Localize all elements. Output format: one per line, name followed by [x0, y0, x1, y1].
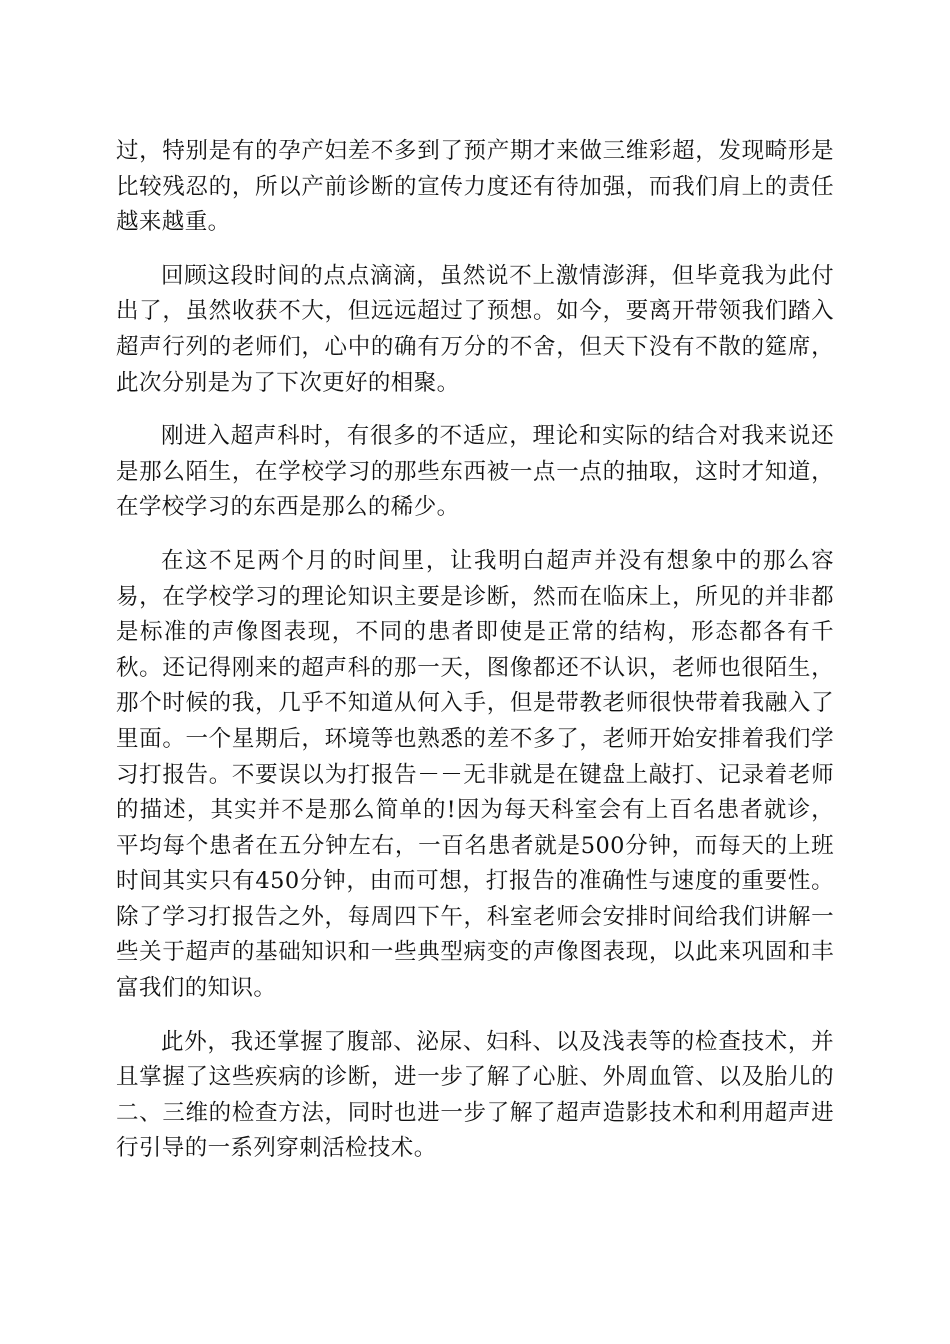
- paragraph-skills: 此外，我还掌握了腹部、泌尿、妇科、以及浅表等的检查技术，并且掌握了这些疾病的诊断，进一步了解了心脏、外周血管、以及胎儿的二、三维的检查方法，同时也进一步了解了超声造影技术和利用超声进行引导的一系列穿刺活检技术。: [116, 1028, 834, 1162]
- paragraph-review: 回顾这段时间的点点滴滴，虽然说不上激情澎湃，但毕竟我为此付出了，虽然收获不大，但远远超过了预想。如今，要离开带领我们踏入超声行列的老师们，心中的确有万分的不舍，但天下没有不散的筵席，此次分别是为了下次更好的相聚。: [116, 262, 834, 396]
- paragraph-continuation: 过，特别是有的孕产妇差不多到了预产期才来做三维彩超，发现畸形是比较残忍的，所以产前诊断的宣传力度还有待加强，而我们肩上的责任越来越重。: [116, 138, 834, 236]
- document-body: [116, 134, 834, 1185]
- paragraph-entering-department: 刚进入超声科时，有很多的不适应，理论和实际的结合对我来说还是那么陌生，在学校学习的那些东西被一点一点的抽取，这时才知道，在学校学习的东西是那么的稀少。: [116, 423, 834, 521]
- paragraph-two-months: 在这不足两个月的时间里，让我明白超声并没有想象中的那么容易，在学校学习的理论知识主要是诊断，然而在临床上，所见的并非都是标准的声像图表现，不同的患者即使是正常的结构，形态都各有千秋。还记得刚来的超声科的那一天，图像都还不认识，老师也很陌生，那个时候的我，几乎不知道从何入手，但是带教老师很快带着我融入了里面。一个星期后，环境等也熟悉的差不多了，老师开始安排着我们学习打报告。不要误以为打报告－－无非就是在键盘上敲打、记录着老师的描述，其实并不是那么简单的!因为每天科室会有上百名患者就诊，平均每个患者在五分钟左右，一百名患者就是500分钟，而每天的上班时间其实只有450分钟，由而可想，打报告的准确性与速度的重要性。除了学习打报告之外，每周四下午，科室老师会安排时间给我们讲解一些关于超声的基础知识和一些典型病变的声像图表现，以此来巩固和丰富我们的知识。: [116, 547, 834, 1002]
